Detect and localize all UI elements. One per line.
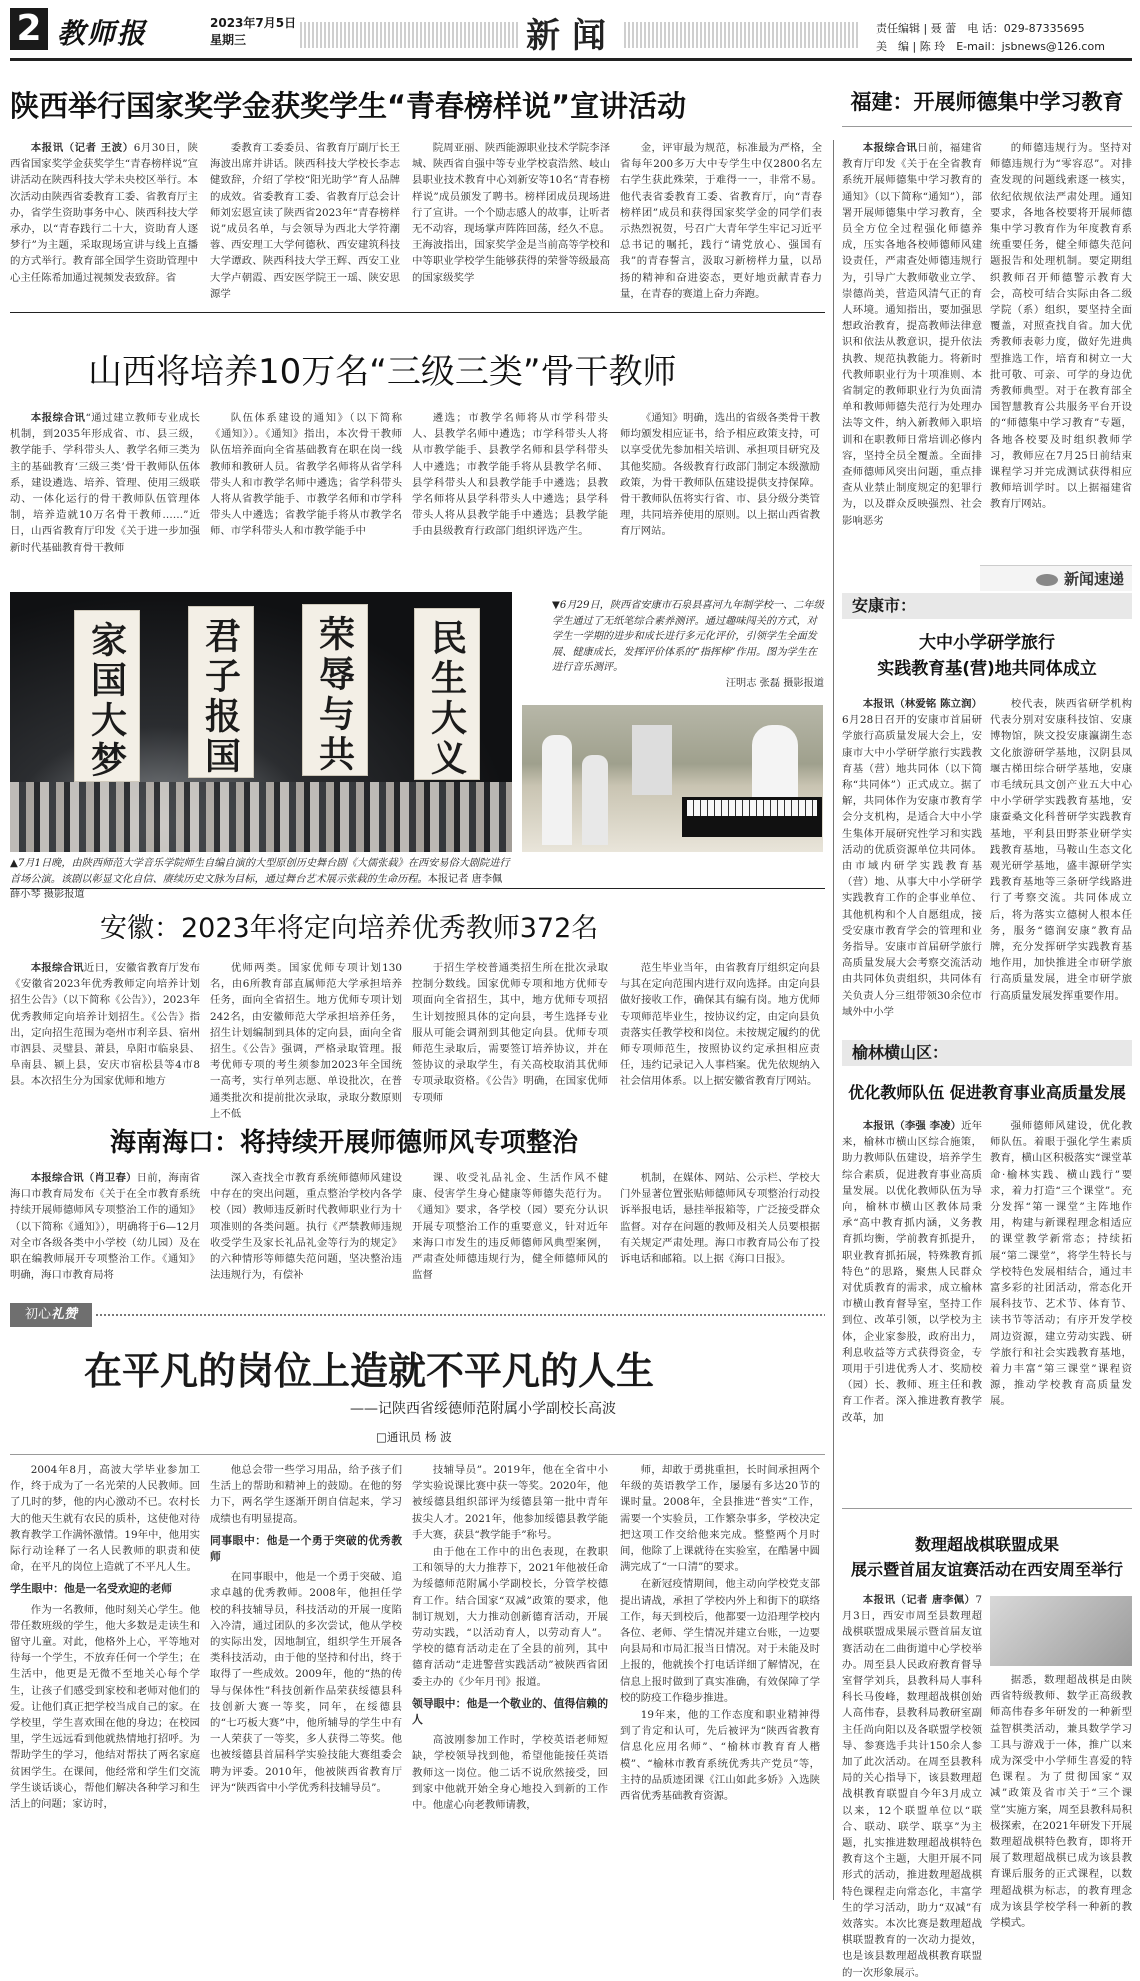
article2-col4-text: 《通知》明确，选出的省级各类骨干教师均颁发相应证书，给予相应政策支持，可以享受优先参加相关培训、承担项目研究及其他奖励。各级教育行政部门制定本级激励政策，为骨干教师队伍建设提供支持保障。骨干教师队伍将实行省、市、县分级分类管理，共同培养使用的原则。以上据山西省教育厅网站。 bbox=[620, 412, 820, 538]
right2-headline-line1: 大中小学研学旅行 bbox=[919, 633, 1055, 653]
feature-byline: □通讯员 杨 波 bbox=[376, 1430, 452, 1444]
article2-col2 bbox=[210, 410, 402, 565]
piano-keys bbox=[687, 800, 817, 816]
article1-col1-text: 6月30日，陕西省国家奖学金获奖学生“青春榜样说”宣讲活动在陕西科技大学未央校区举行。本次活动由陕西省委教育工委、省教育厅主办，省学生资助事务中心、陕西科技大学承办，以“青春践行二十大，资助育人逐梦行”为主题，采取现场宣讲与线上直播的方式举行。教育部全国学生资助管理中心主任陈希加通过视频发表致辞。省 bbox=[10, 142, 198, 284]
right4-headline bbox=[842, 1532, 1132, 1582]
divider bbox=[842, 1508, 1132, 1509]
calligraphy-scroll bbox=[302, 604, 368, 776]
article4-col1-text: 日前，海南省海口市教育局发布《关于在全市教育系统持续开展师德师风专项整治工作的通知》（以下简称《通知》），明确将于6—12月对全市各级各类中小学校（幼儿园）及在职在编教师展开专项整治工作。《通知》明确，海口市教育局将 bbox=[10, 1172, 200, 1282]
performers-silhouettes bbox=[10, 782, 512, 852]
article2-byline: 本报综合讯 bbox=[30, 412, 86, 424]
right1-col2-text: 的师德违规行为。坚持对师德违规行为“零容忍”。对排查发现的问题线索逐一核实，依纪依规依法严肃处理。通知要求，各地各校要将开展师德集中学习教育作为年度教育系统重要任务，健全师德失范问题报告和处理机制。要定期组织教师召开师德警示教育大会，高校可结合实际由各二级学院（系）组织，要坚持全面覆盖，对照查找自省。加大优秀教师表彰力度，做好先进典型推选工作，培育和树立一大批可敬、可亲、可学的身边优秀教师典型。对于在教育部全国智慧教育公共服务平台开设的“师德集中学习教育”专题，各地各校要及时组织教师学习，教师应在7月25日前结束课程学习并完成测试获得相应教师培训学时。以上据福建省教育厅网站。 bbox=[990, 142, 1132, 511]
scroll-text: 荣辱与共 bbox=[313, 615, 356, 775]
article3-col4 bbox=[620, 960, 820, 1100]
article2-col4 bbox=[620, 410, 820, 565]
small-photo-caption-text: ▼6月29日，陕西省安康市石泉县喜河九年制学校一、二年级学生通过了无纸笔综合素养测评。通过趣味闯关的方式，对学生一学期的进步和成长进行多元化评价，引领学生全面发展、健康成长，发挥评价体系的“指挥棒”作用。图为学生在进行音乐测评。 bbox=[552, 600, 824, 673]
feature-col3c: 高波刚参加工作时，学校英语老师短缺，学校领导找到他，希望他能接任英语教师这一岗位。他二话不说欣然接受，回到家中他就开始全身心地投入到新的工作中。他虚心向老教师请教， bbox=[412, 1734, 608, 1812]
article4-col3-text: 课、收受礼品礼金、生活作风不健康、侵害学生身心健康等师德失范行为。《通知》要求，各学校（园）要充分认识开展专项整治工作的重要意义，针对近年来海口市发生的违反师德师风典型案例，严肃查处师德违规行为，健全师德师风的监督 bbox=[412, 1172, 608, 1282]
divider bbox=[10, 312, 825, 313]
small-photo-credit: 汪明志 张磊 摄影报道 bbox=[725, 677, 824, 689]
article1-col3-text: 院周亚丽、陕西能源职业技术学院李泽城、陕西省自强中等专业学校袁浩然、岐山县职业技术教育中心刘新安等10名“青春榜样说”成员颁发了聘书。榜样团成员现场进行了宣讲。一个个励志感人的故事，让听者无不动容，现场掌声阵阵回荡，经久不息。王海波指出，国家奖学金是当前高等学校和中等职业学校学生能够获得的荣誉等级最高的国家级奖学 bbox=[412, 142, 610, 284]
dotted-rule bbox=[96, 1314, 825, 1316]
article3-byline: 本报综合讯 bbox=[30, 962, 84, 974]
article3-headline: 安徽：2023年将定向培养优秀教师372名 bbox=[100, 913, 599, 944]
article1-col2-text: 委教育工委委员、省教育厅副厅长王海波出席并讲话。陕西科技大学校长李志健致辞，介绍了学校“阳光助学”育人品牌的成效。省委教育工委、省教育厅总会计师刘宏恩宣读了陕西省2023年“青春榜样说”成员名单，与会领导为西北大学符潮蓉、西安理工大学何德秋、西安建筑科技大学谭政、陕西科技大学王辉、西安工业大学卢朝霞、西安医学院王一瑶、陕安思源学 bbox=[210, 142, 400, 300]
article1-col2 bbox=[210, 140, 400, 300]
paper-name-logo: 教师报 bbox=[57, 17, 148, 50]
right4-col1 bbox=[842, 1592, 982, 1979]
right4-col1-text: 7月3日，西安市周至县数理超战棋联盟成果展示暨首届友谊赛活动在二曲街道中心学校举办。周至县人民政府教育督导室督学刘兵，县教科局人事科科长马俊峰，数理超战棋创始人高伟春，县教科局教研室副主任尚向阳以及各联盟学校领导、参赛选手共计150余人参加了此次活动。在周至县教科局的关心指导下，该县数理超战棋教育联盟自今年3月成立以来，12个联盟单位以“联合、联动、联学、联享”为主题，扎实推进数理超战棋特色教育这个主题，大胆开展不同形式的活动，推进数理超战棋特色课程走向常态化，丰富学生的学习活动，助力“双减”有效落实。本次比赛是数理超战棋联盟教育的一次动力提效，也是该县数理超战棋教育联盟的一次形象展示。 bbox=[842, 1594, 982, 1979]
divider bbox=[842, 126, 1132, 127]
article4-col4-text: 机制，在媒体、网站、公示栏、学校大门外显著位置张贴师德师风专项整治行动投诉举报电话，悬挂举报箱等，广泛接受群众监督。对存在问题的教师及相关人员要根据有关规定严肃处理。海口市教育局公布了投诉电话和邮箱。以上据《海口日报》。 bbox=[620, 1172, 820, 1266]
column-tag bbox=[10, 1303, 92, 1327]
column-tag-text2: 礼赞 bbox=[51, 1307, 78, 1322]
article4-byline: 本报综合讯（肖卫春） bbox=[30, 1172, 137, 1184]
article4-col1 bbox=[10, 1170, 200, 1288]
article3-col2-text: 优师两类。国家优师专项计划130名，由6所教育部直属师范大学承担培养任务，面向全省招生。地方优师专项计划242名，由安徽师范大学承担培养任务，招生计划编制到具体的定向县，面向全省招生。《公告》强调，严格录取管理。报考优师专项的考生须参加2023年全国统一高考，实行单列志愿、单设批次，在普通类批次和提前批次录取，录取分数原则上不低 bbox=[210, 962, 402, 1120]
right2-col2-text: 校代表，陕西省研学机构代表分别对安康科技馆、安康博物馆，陕文投安康瀛湖生态文化旅游研学基地，汉阴县凤堰古梯田综合研学基地，安康市毛绒玩具文创产业五大中心中小学研学实践教育基地，安康蚕桑文化科普研学实践教育基地，平利县田野茶业研学实践教育基地，马鞍山生态文化观光研学基地，盛丰源研学实践教育基地等三条研学线路进行了考察交流。共同体成立后，将为落实立德树人根本任务，服务“德润安康”教育品牌，充分发挥研学实践教育基地作用，加快推进全市研学旅行高质量发展，进全市研学旅行高质量发展发挥重要作用。 bbox=[990, 698, 1132, 1002]
feature-col3 bbox=[412, 1462, 608, 1894]
article1-col3 bbox=[412, 140, 610, 300]
article4-col2-text: 深入查找全市教育系统师德师风建设中存在的突出问题，重点整治学校内各学校（园）教师违反新时代教师职业行为十项准则的各类问题。执行《严禁教师违规收受学生及家长礼品礼金等行为的规定》的六种情形等师德失范问题，坚决整治违法违规行为，有偿补 bbox=[210, 1172, 402, 1282]
article3-col3-text: 于招生学校普通类招生所在批次录取控制分数线。国家优师专项和地方优师专项面向全省招生，其中，地方优师专项招生计划按照具体的定向县，考生选择专业服从可能会调剂到其他定向县。优师专项师范生录取后，需要签订培养协议，并在签协议的录取学生，有关高校取消其优师专项录取资格。《公告》明确，在国家优师专项师 bbox=[412, 962, 608, 1104]
masthead-rule bbox=[10, 58, 1132, 61]
designer-line: 美 编 | 陈 玲 E-mail：jsbnews@126.com bbox=[876, 40, 1105, 53]
feature-subhead-3: 领导眼中：他是一个敬业的、值得信赖的人 bbox=[412, 1696, 608, 1727]
article2-col1 bbox=[10, 410, 200, 565]
student-figure bbox=[542, 735, 572, 845]
article3-col3 bbox=[412, 960, 608, 1104]
scroll-text: 民生大义 bbox=[425, 619, 468, 779]
right3-headline: 优化教师队伍 促进教育事业高质量发展 bbox=[848, 1083, 1126, 1102]
feature-col4 bbox=[620, 1462, 820, 1894]
right3-col2-text: 强师德师风建设，优化教师队伍。着眼于强化学生素质教育，横山区积极落实“课堂革命·榆林实践、横山践行”要求，着力打造“三个课堂”。充分发挥“第一课堂”主阵地作用，构建与新课程理念相适应的课堂教学新常态；持续拓展“第二课堂”，将学生特长与学校特色发展相结合，通过丰富多彩的社团活动，常态化开展科技节、艺术节、体育节、读书节等活动；有序开发学校周边资源，建立劳动实践、研学旅行和社会实践教育基地，着力丰富“第三课堂”课程资源，推动学校教育高质量发展。 bbox=[990, 1120, 1132, 1408]
feature-col1b: 作为一名教师，他时刻关心学生。他带任数班级的学生，他大多数是走读生和留守儿童。对此，他格外上心，平等地对待每一个学生，不放弃任何一个学生；在生活中，他更是无微不至地关心每个学生，让孩子们感受到家校和老师对他们的爱。让他们真正把学校当成自己的家。在学校里，学生喜欢围在他的身边；在校园里，学生远远看到他就热情地打招呼。为帮助学生的学习，他结对帮扶了两名家庭贫困学生。在课间，他经常和学生们交流学生谈话谈心，帮他们解决各种学习和生活上的问题；家访时， bbox=[10, 1603, 200, 1811]
teacher-figure bbox=[752, 725, 798, 801]
right4-col2 bbox=[990, 1672, 1132, 1930]
column-band bbox=[10, 1303, 825, 1329]
calligraphy-scroll bbox=[188, 606, 254, 778]
right2-col2 bbox=[990, 696, 1132, 1034]
scroll-text: 君子报国 bbox=[199, 617, 242, 777]
right3-byline: 本报讯（李强 李凌） bbox=[862, 1120, 962, 1132]
scroll-text: 家国大梦 bbox=[85, 621, 128, 781]
article1-col4 bbox=[620, 140, 822, 300]
editor-info bbox=[876, 20, 1105, 56]
divider bbox=[10, 1454, 825, 1455]
article2-col1-text: “通过建立教师专业成长机制，到2035年形成省、市、县三级，教学能手、学科带头人、教学名师三类为主的基础教育‘三级三类’骨干教师队伍体系，建设遴选、培养、管理、使用三级联动、一体化运行的骨干教师队伍管理体制，培养造就10万名骨干教师……”近日，山西省教育厅印发《关于进一步加强新时代基础教育骨干教师 bbox=[10, 412, 201, 554]
calligraphy-scroll bbox=[74, 610, 140, 782]
article1-byline: 本报讯（记者 王波） bbox=[30, 142, 134, 154]
feature-subhead-2: 同事眼中：他是一个勇于突破的优秀教师 bbox=[210, 1533, 402, 1564]
article3-col1-text: 近日，安徽省教育厅发布《安徽省2023年优秀教师定向培养计划招生公告》（以下简称《公告》），2023年优秀教师定向培养计划招生。《公告》指出，定向招生范围为亳州市利辛县、宿州市泗县、灵璧县、萧县，阜阳市临泉县、阜南县、颍上县，安庆市宿松县等4市8县。本次招生分为国家优师和地方 bbox=[10, 962, 200, 1088]
feature-headline: 在平凡的岗位上造就不平凡的人生 bbox=[84, 1348, 655, 1393]
right3-col1 bbox=[842, 1118, 982, 1498]
feature-col3a: 技辅导员”。2019年，他在全省中小学实验说课比赛中获一等奖。2020年，他被绥德县组织部评为绥德县第一批中青年拔尖人才。2021年，他参加绥德县教学能手大赛，获县“教学能手”称号。 bbox=[412, 1464, 608, 1541]
main-photo-caption-text: ▲7月1日晚，由陕西师范大学音乐学院师生自编自演的大型原创历史舞台剧《大儒张载》在西安易俗大剧院进行首场公演。该剧以彰显文化自信、赓续历史文脉为目标，通过舞台艺术展示张载的生命历程。 bbox=[10, 858, 510, 885]
feature-col1a: 2004年8月，高波大学毕业参加工作，终于成为了一名光荣的人民教师。回了几时的梦，他的内心激动不已。农村长大的他天生就有农民的质朴，这使他对待教育教学工作满怀激情。19年中，他用实际行动诠释了一名人民教师的职责和使命，在平凡的岗位上造就了不平凡人生。 bbox=[10, 1464, 200, 1574]
globe-icon bbox=[1036, 574, 1058, 586]
column-tag-text: 初心 bbox=[24, 1307, 51, 1322]
article2-headline: 山西将培养10万名“三级三类”骨干教师 bbox=[88, 352, 677, 392]
right3-col1-text: 近年来，榆林市横山区综合施策，助力教师队伍建设，培养学生综合素质，促进教育事业高质量发展。以优化教师队伍为导向，榆林市横山区教体局秉承“高中教育抓内涵，义务教育抓均衡，学前教育抓提升，职业教育抓拓展，特殊教育抓特色”的思路，聚焦人民群众对优质教育的需求，成立榆林市横山教育督导室，坚持工作到位、改革引领，以学校为主体，企业家参股，政府出力，利息收益等方式获得资金，专项用于引进优秀人才、奖励校（园）长、教师、班主任和教育工作者。深入推进教育教学改革，加 bbox=[842, 1120, 982, 1424]
right4-byline: 本报讯（记者 唐李佩） bbox=[862, 1594, 976, 1606]
right1-byline: 本报综合讯 bbox=[862, 142, 918, 154]
article3-col1 bbox=[10, 960, 200, 1100]
article3-col2 bbox=[210, 960, 402, 1120]
main-photo-caption bbox=[10, 856, 512, 903]
right2-headline bbox=[842, 630, 1132, 682]
feature-subheadline: ——记陕西省绥德师范附属小学副校长高波 bbox=[350, 1401, 616, 1417]
stage-performance-photo bbox=[10, 592, 512, 852]
right-column-separator bbox=[833, 140, 834, 1900]
chess-game-photo bbox=[990, 1596, 1132, 1666]
section-title-text: 新闻 bbox=[520, 16, 624, 56]
small-photo-caption bbox=[552, 598, 824, 691]
feature-col1 bbox=[10, 1462, 200, 1894]
right2-headline-line2: 实践教育基(营)地共同体成立 bbox=[877, 659, 1097, 679]
right1-col1 bbox=[842, 140, 982, 550]
feature-col3b: 由于他在工作中的出色表现，在教职工和领导的大力推荐下，2021年他被任命为绥德师范附属小学副校长，分管学校德育工作。结合国家“双减”政策的要求，他制订规划，大力推动创新德育活动，开展劳动实践，“以活动育人，以劳动育人”。学校的德育活动走在了全县的前列，其中德育活动“走进警营实践活动”被陕西省团委主办的《少年月刊》报道。 bbox=[412, 1546, 608, 1688]
feature-subhead-1: 学生眼中：他是一名受欢迎的老师 bbox=[10, 1582, 172, 1596]
right4-headline-line1: 数理超战棋联盟成果 bbox=[914, 1535, 1059, 1554]
article1-col1 bbox=[10, 140, 198, 300]
right3-col2 bbox=[990, 1118, 1132, 1498]
feature-col2b: 在同事眼中，他是一个勇于突破、追求卓越的优秀教师。2008年，他担任学校的科技辅导员，科技活动的开展一度陷入冷清，通过团队的多次尝试，他从学校的实际出发，因地制宜，组织学生开展各类科技活动，由于他的坚持和付出，终于取得了一些成效。2009年，他的“热的传导与保体性”科技创新作品荣获绥德县科技创新大赛一等奖，同年，在绥德县的“七巧板大赛”中，他所辅导的学生中有一人荣获了一等奖，多人获得二等奖。他也被绥德县首届科学实验技能大赛组委会聘为评委。2010年，他被陕西省教育厅评为“陕西省中小学优秀科技辅导员”。 bbox=[210, 1571, 402, 1794]
right4-col2-text: 据悉，数理超战棋是由陕西省特级教师、数学正高级教师高伟春多年研发的一种新型益智棋类活动，兼具数学学习工具与游戏于一体，推广以来成为深受中小学师生喜爱的特色课程。为了贯彻国家“双减”政策及省市关于“三个课堂”实施方案，周至县教科局积极探索，在2021年研发下开展数理超战棋特色教育，即将开展了数理超战棋已成为该县教育课后服务的正式课程，以数理超战棋为标志，的教育理念成为该县学校学科一种新的教学模式。 bbox=[990, 1674, 1132, 1930]
right4-headline-line2: 展示暨首届友谊赛活动在西安周至举行 bbox=[850, 1560, 1123, 1579]
right1-headline: 福建：开展师德集中学习教育 bbox=[850, 90, 1124, 114]
editor-line: 责任编辑 | 聂 蕾 电 话：029-87335695 bbox=[876, 22, 1085, 35]
feature-col4a: 师，却敢于勇挑重担，长时间承担两个年级的英语教学工作，屡屡有多达20节的课时量。2008年，全县推进“普实”工作，需要一个实验员，工作繁杂事多，学校决定把这项工作交给他来完成。整整两个月时间，他除了上课就待在实验室，在酷暑中圆满完成了“一口清”的要求。 bbox=[620, 1464, 820, 1574]
calligraphy-scroll bbox=[414, 608, 480, 780]
right2-col1 bbox=[842, 696, 982, 1034]
feature-col2 bbox=[210, 1462, 402, 1894]
student-figure bbox=[582, 755, 608, 845]
article4-headline: 海南海口：将持续开展师德师风专项整治 bbox=[110, 1128, 579, 1158]
issue-date-text: 2023年7月5日 bbox=[210, 16, 297, 30]
feature-col2a: 他总会带一些学习用品，给予孩子们生活上的帮助和精神上的鼓励。在他的努力下，两名学生逐渐开朗自信起来，学习成绩也有明显提高。 bbox=[210, 1464, 402, 1525]
music-test-photo bbox=[522, 705, 823, 852]
right2-byline: 本报讯（林爱铭 陈立润） bbox=[862, 698, 982, 710]
article2-col3 bbox=[412, 410, 608, 565]
display-board bbox=[632, 725, 672, 795]
news-express-text: 新闻速递 bbox=[1063, 570, 1124, 588]
article4-col2 bbox=[210, 1170, 402, 1288]
article3-col4-text: 范生毕业当年，由省教育厅组织定向县与其在定向范围内进行双向选择。由定向县做好接收工作，确保其有编有岗。地方优师专项师范毕业生，按协议约定，由定向县负责落实任教学校和岗位。未按规定履约的优师专项师范生，按照协议约定承担相应责任，违约记录记入人事档案。优先依规纳入社会信用体系。以上据安徽省教育厅网站。 bbox=[620, 962, 820, 1088]
right3-location-bar: 榆林横山区： bbox=[842, 1040, 1132, 1066]
right1-col1-text: 日前，福建省教育厅印发《关于在全省教育系统开展师德集中学习教育的通知》（以下简称“通知”），部署开展师德集中学习教育，全员全方位全过程强化师德养成，压实各地各校师德师风建设责任，严肃查处师德违规行为，引导广大教师敬业立学、崇德尚美，营造风清气正的育人环境。通知指出，要加强思想政治教育，提高教师法律意识和依法从教意识，提升依法执教、规范执教能力。将新时代教师职业行为十项准则、本省制定的教师职业行为负面清单和教师师德失范行为处理办法等文件，纳入新教师入职培训和在职教师日常培训必修内容，坚持全员全覆盖。全面排查师德师风突出问题，重点排查从业禁止制度规定的犯罪行为，以及群众反映强烈、社会影响恶劣 bbox=[842, 142, 982, 527]
right2-location-bar: 安康市： bbox=[842, 593, 1132, 619]
news-express-banner bbox=[980, 565, 1132, 591]
main-photo-credit: 本报记者 唐李佩 薛小琴 摄影报道 bbox=[10, 873, 513, 900]
feature-col4b: 在新冠疫情期间，他主动向学校党支部提出请战，承担了学校内外上和街下的联络工作，每天到校后，他都要一边沿理学校内各位、老师、学生情况并建立台账，一边要向县局和市局汇报当日情况。对于未能及时上报的，他就挨个打电话详细了解情况，在信息上报时做到了真实准确，有效保障了学校的防疫工作稳步推进。 bbox=[620, 1578, 820, 1704]
article1-col4-text: 金，评审最为规范，标准最为严格，全省每年200多万大中专学生中仅2800名左右学生获此殊荣，于难得一一，非常不易。他代表省委教育工委、省教育厅，向“青春榜样团”成员和获得国家奖学金的同学们表示热烈祝贺，号召广大青年学生牢记习近平总书记的嘱托，践行“请党放心、强国有我”的青春誓言，汲取习新榜样力量，以昂扬的精神和奋进姿态，更好地贡献青春力量，在青春的赛道上奋力奔跑。 bbox=[620, 142, 822, 300]
article4-col3 bbox=[412, 1170, 608, 1288]
article2-col2-text: 队伍体系建设的通知》（以下简称《通知》）。《通知》指出，本次骨干教师队伍培养面向全省基础教育在职在岗一线教师和教研人员。省教学名师将从省学科带头人和市教学名师中遴选；省学科带头人将从省教学能手、市教学名师和市学科带头人中遴选；省教学能手将从市教学名师、市学科带头人和市教学能手中 bbox=[210, 412, 402, 538]
page-number: 2 bbox=[10, 8, 48, 50]
right2-col1-text: 6月28日召开的安康市首届研学旅行高质量发展大会上，安康市大中小学研学旅行实践教育基（营）地共同体（以下简称“共同体”）正式成立。据了解，共同体作为安康市教育学会分支机构，是适合大中小学生集体开展研究性学习和实践活动的优质资源单位共同体。由市域内研学实践教育基（营）地、从事大中小学研学实践教育工作的企事业单位、其他机构和个人自愿组成，接受安康市教育学会的管理和业务指导。安康市首届研学旅行高质量发展大会考察交流活动由共同体负责组织，共同体有关负责人分三组带领30余位市域外中小学 bbox=[842, 714, 982, 1018]
divider bbox=[10, 888, 825, 889]
feature-col4c: 19年来，他的工作态度和职业精神得到了肯定和认可，先后被评为“陕西省教育信息化应用名师”、“榆林市教育育人楷模”、“榆林市教育系统优秀共产党员”等，主持的品质迹团课《江山如此多娇》入选陕西省优秀基础教育资源。 bbox=[620, 1709, 820, 1803]
article2-col3-text: 遴选；市教学名师将从市学科带头人、县教学名师中遴选；市学科带头人将从市教学能手、县教学名师和县学科带头人中遴选；市教学能手将从县教学名师、县学科带头人和县教学能手中遴选；县教学名师将从县学科带头人中遴选；县学科带头人将从县教学能手中遴选；县教学能手由县级教育行政部门组织评选产生。 bbox=[412, 412, 608, 538]
article4-col4 bbox=[620, 1170, 820, 1288]
issue-weekday: 星期三 bbox=[210, 33, 247, 47]
article1-headline: 陕西举行国家奖学金获奖学生“青春榜样说”宣讲活动 bbox=[10, 89, 687, 123]
right1-col2 bbox=[990, 140, 1132, 550]
issue-date bbox=[210, 15, 296, 49]
section-title bbox=[520, 8, 624, 57]
